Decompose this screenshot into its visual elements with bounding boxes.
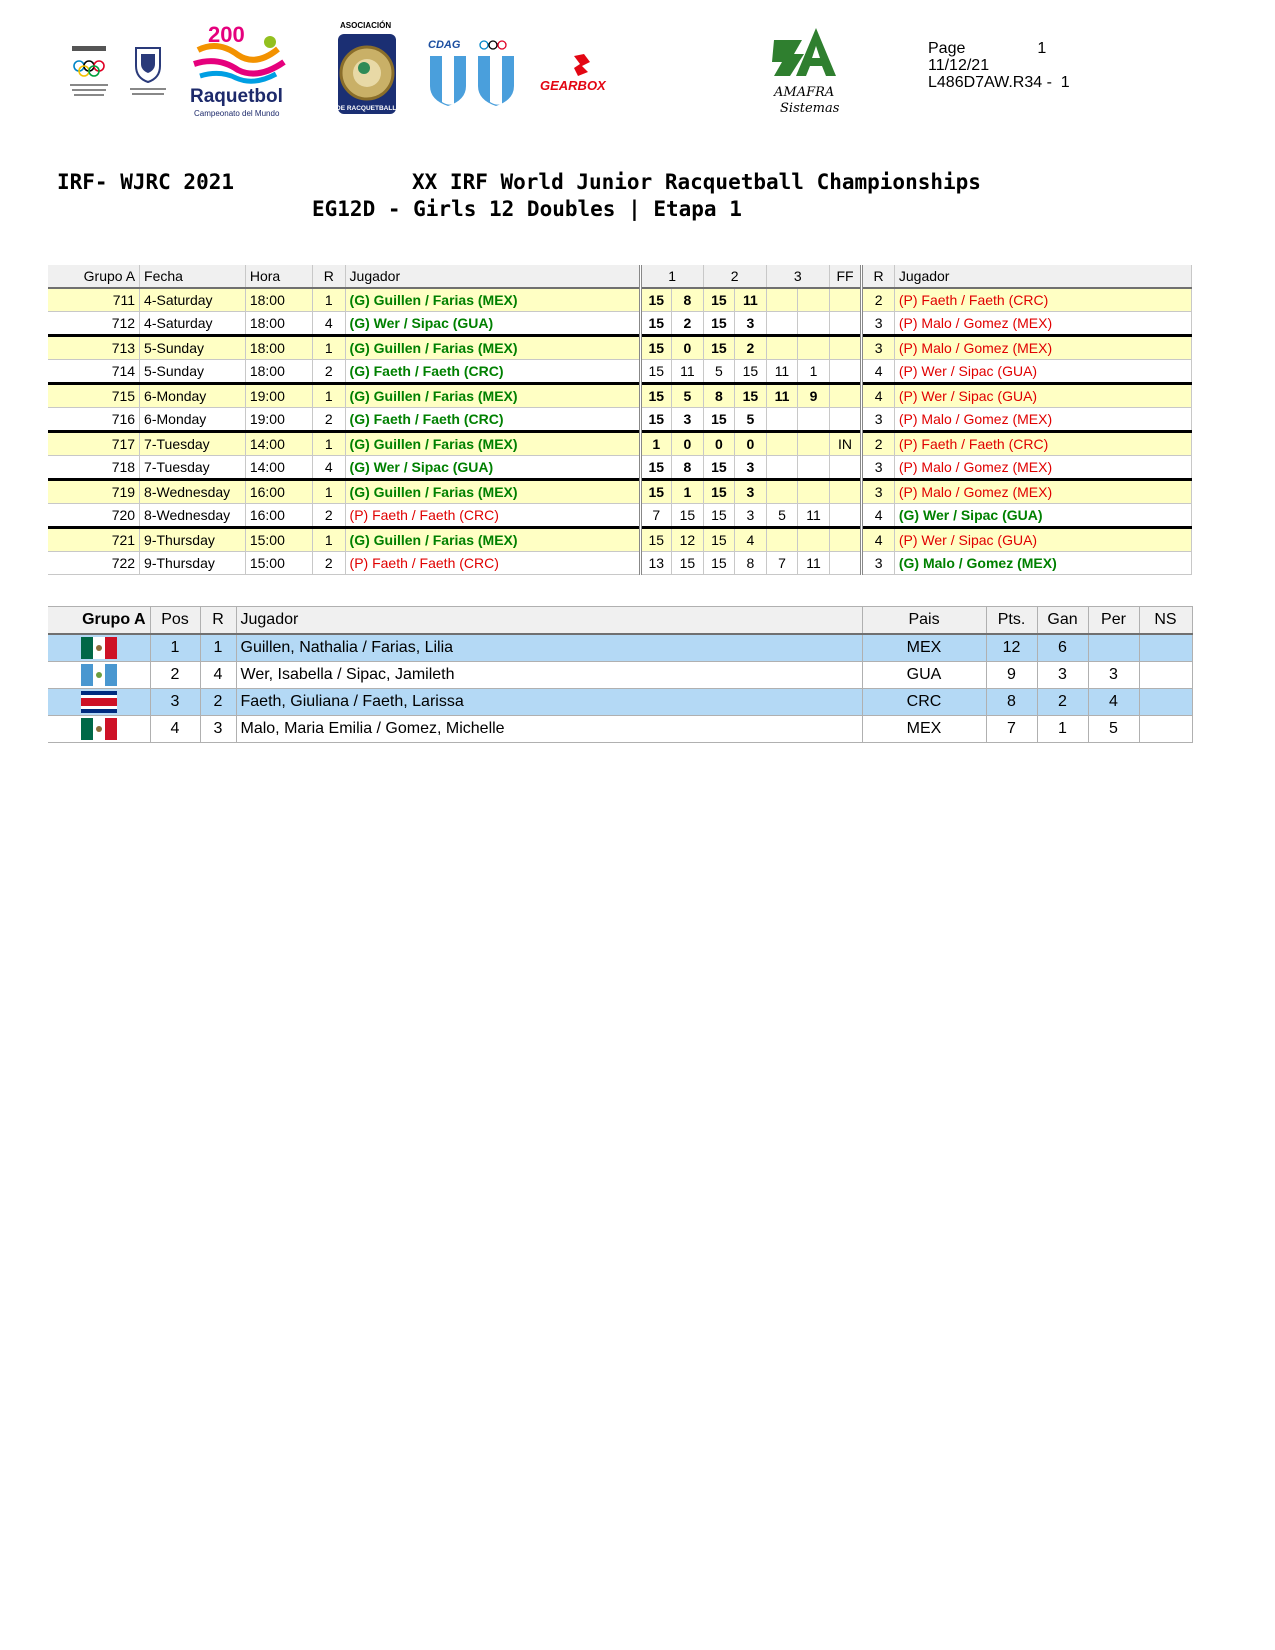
match-row: [48, 552, 1192, 575]
wins: 1: [1037, 716, 1088, 743]
player1-name: (G) Faeth / Faeth (CRC): [345, 360, 640, 384]
game-score: 15: [703, 480, 735, 504]
points: 7: [986, 716, 1037, 743]
player1-name: (G) Guillen / Farias (MEX): [345, 336, 640, 360]
game-score: 2: [735, 336, 767, 360]
rank: 4: [200, 662, 236, 689]
page-label: Page: [928, 40, 966, 57]
position: 1: [150, 634, 200, 662]
match-id: 715: [48, 384, 140, 408]
forfeit-cell: [829, 504, 862, 528]
player2-rank: 4: [862, 360, 895, 384]
losses: 3: [1088, 662, 1139, 689]
match-time: 14:00: [245, 432, 312, 456]
points: 9: [986, 662, 1037, 689]
game-score: 13: [640, 552, 672, 575]
guatemala-flag-icon: [81, 664, 117, 686]
game-score: 15: [640, 384, 672, 408]
player2-rank: 3: [862, 336, 895, 360]
player-names: Wer, Isabella / Sipac, Jamileth: [236, 662, 862, 689]
rank: 2: [200, 689, 236, 716]
game-score: 11: [766, 384, 798, 408]
game-score: [766, 432, 798, 456]
player2-name: (P) Malo / Gomez (MEX): [894, 408, 1191, 432]
game-score: [766, 336, 798, 360]
match-date: 4-Saturday: [140, 312, 246, 336]
game-score: 15: [703, 336, 735, 360]
player1-rank: 1: [312, 528, 345, 552]
game-score: 11: [766, 360, 798, 384]
flag-cell: [48, 634, 150, 662]
game-score: 3: [735, 456, 767, 480]
match-id: 721: [48, 528, 140, 552]
no-shows: [1139, 716, 1192, 743]
points: 12: [986, 634, 1037, 662]
col-header-fecha: Fecha: [140, 265, 246, 288]
olympic-committee-logo: [66, 44, 112, 102]
match-time: 18:00: [245, 312, 312, 336]
game-score: [798, 408, 830, 432]
game-score: [798, 336, 830, 360]
player2-rank: 4: [862, 384, 895, 408]
forfeit-cell: [829, 360, 862, 384]
mexico-flag-icon: [81, 718, 117, 740]
game-score: 15: [703, 288, 735, 312]
game-score: 1: [640, 432, 672, 456]
match-id: 711: [48, 288, 140, 312]
mexico-flag-icon: [81, 637, 117, 659]
game-score: 15: [640, 360, 672, 384]
match-date: 5-Sunday: [140, 360, 246, 384]
game-score: 4: [735, 528, 767, 552]
category-title: EG12D - Girls 12 Doubles | Etapa 1: [312, 197, 742, 221]
matches-header-row: [48, 265, 1192, 288]
game-score: 11: [798, 504, 830, 528]
game-score: 0: [735, 432, 767, 456]
amafra-logo: [770, 24, 854, 116]
game-score: 15: [640, 456, 672, 480]
flag-cell: [48, 689, 150, 716]
wins: 6: [1037, 634, 1088, 662]
flag-cell: [48, 716, 150, 743]
player-names: Guillen, Nathalia / Farias, Lilia: [236, 634, 862, 662]
standings-header-per: Per: [1088, 607, 1139, 635]
game-score: 8: [735, 552, 767, 575]
col-header-game-2: 2: [703, 265, 766, 288]
player1-rank: 4: [312, 312, 345, 336]
player2-rank: 3: [862, 408, 895, 432]
game-score: [798, 432, 830, 456]
losses: [1088, 634, 1139, 662]
game-score: [766, 480, 798, 504]
game-score: 5: [735, 408, 767, 432]
player-names: Faeth, Giuliana / Faeth, Larissa: [236, 689, 862, 716]
standings-header-jugador: Jugador: [236, 607, 862, 635]
game-score: [766, 456, 798, 480]
raquetbol-200-text: 200: [208, 22, 245, 47]
standings-row: [48, 662, 1192, 689]
match-row: [48, 288, 1192, 312]
page-info: [928, 40, 1070, 91]
country: MEX: [862, 634, 986, 662]
championship-title: XX IRF World Junior Racquetball Championships: [412, 170, 981, 194]
game-score: 15: [735, 384, 767, 408]
match-id: 719: [48, 480, 140, 504]
player2-name: (P) Malo / Gomez (MEX): [894, 336, 1191, 360]
player1-name: (P) Faeth / Faeth (CRC): [345, 504, 640, 528]
rank: 1: [200, 634, 236, 662]
game-score: 15: [735, 360, 767, 384]
player2-name: (P) Malo / Gomez (MEX): [894, 480, 1191, 504]
player2-name: (P) Wer / Sipac (GUA): [894, 384, 1191, 408]
player1-rank: 2: [312, 504, 345, 528]
game-score: 15: [640, 336, 672, 360]
match-date: 9-Thursday: [140, 528, 246, 552]
player1-rank: 1: [312, 480, 345, 504]
match-row: [48, 480, 1192, 504]
player1-name: (G) Wer / Sipac (GUA): [345, 456, 640, 480]
wins: 2: [1037, 689, 1088, 716]
forfeit-cell: [829, 480, 862, 504]
match-row: [48, 504, 1192, 528]
standings-row: [48, 689, 1192, 716]
match-date: 5-Sunday: [140, 336, 246, 360]
player1-rank: 1: [312, 384, 345, 408]
report-date: 11/12/21: [928, 57, 990, 74]
game-score: 0: [703, 432, 735, 456]
amafra-sistemas-text: Sistemas: [780, 101, 840, 116]
page-number: 1: [1037, 40, 1047, 57]
match-id: 716: [48, 408, 140, 432]
match-date: 6-Monday: [140, 384, 246, 408]
game-score: [798, 480, 830, 504]
no-shows: [1139, 662, 1192, 689]
match-id: 718: [48, 456, 140, 480]
match-row: [48, 528, 1192, 552]
player1-rank: 4: [312, 456, 345, 480]
game-score: 2: [672, 312, 704, 336]
match-date: 8-Wednesday: [140, 504, 246, 528]
match-id: 717: [48, 432, 140, 456]
match-date: 7-Tuesday: [140, 456, 246, 480]
game-score: [798, 312, 830, 336]
points: 8: [986, 689, 1037, 716]
match-row: [48, 312, 1192, 336]
player1-rank: 2: [312, 408, 345, 432]
player1-name: (G) Guillen / Farias (MEX): [345, 480, 640, 504]
game-score: 3: [735, 312, 767, 336]
game-score: 9: [798, 384, 830, 408]
amafra-text: AMAFRA: [774, 85, 835, 100]
standings-header-gan: Gan: [1037, 607, 1088, 635]
costa-rica-flag-icon: [81, 691, 117, 713]
game-score: 5: [766, 504, 798, 528]
raquetbol-200-logo: [186, 20, 292, 124]
match-time: 14:00: [245, 456, 312, 480]
country: GUA: [862, 662, 986, 689]
game-score: [798, 528, 830, 552]
match-time: 19:00: [245, 384, 312, 408]
flag-cell: [48, 662, 150, 689]
col-header-ff: FF: [829, 265, 862, 288]
col-header-grupo: Grupo A: [48, 265, 140, 288]
player2-rank: 3: [862, 456, 895, 480]
standings-header-pts: Pts.: [986, 607, 1037, 635]
player2-name: (G) Wer / Sipac (GUA): [894, 504, 1191, 528]
player2-name: (P) Wer / Sipac (GUA): [894, 360, 1191, 384]
match-date: 6-Monday: [140, 408, 246, 432]
match-id: 713: [48, 336, 140, 360]
no-shows: [1139, 689, 1192, 716]
match-row: [48, 408, 1192, 432]
game-score: [766, 408, 798, 432]
event-short-title: IRF- WJRC 2021: [57, 170, 235, 194]
game-score: 15: [703, 456, 735, 480]
game-score: 15: [672, 552, 704, 575]
game-score: 0: [672, 432, 704, 456]
forfeit-cell: [829, 456, 862, 480]
match-row: [48, 456, 1192, 480]
game-score: 1: [672, 480, 704, 504]
col-header-jugador: Jugador: [345, 265, 640, 288]
game-score: 3: [735, 480, 767, 504]
game-score: 15: [703, 552, 735, 575]
match-time: 15:00: [245, 552, 312, 575]
game-score: 8: [703, 384, 735, 408]
game-score: 7: [640, 504, 672, 528]
game-score: 15: [703, 504, 735, 528]
forfeit-cell: [829, 336, 862, 360]
game-score: 15: [703, 312, 735, 336]
game-score: 8: [672, 288, 704, 312]
player1-rank: 1: [312, 432, 345, 456]
cdag-logo: [428, 38, 520, 108]
match-time: 18:00: [245, 288, 312, 312]
col-header-jugador2: Jugador: [894, 265, 1191, 288]
match-id: 720: [48, 504, 140, 528]
game-score: 15: [672, 504, 704, 528]
col-header-game-1: 1: [640, 265, 703, 288]
match-row: [48, 384, 1192, 408]
game-score: 3: [735, 504, 767, 528]
matches-table: [48, 265, 1192, 575]
position: 2: [150, 662, 200, 689]
game-score: 8: [672, 456, 704, 480]
asociacion-racquetball-logo: [332, 18, 402, 126]
university-crest-logo: [126, 44, 170, 102]
forfeit-cell: [829, 384, 862, 408]
match-date: 7-Tuesday: [140, 432, 246, 456]
player2-rank: 4: [862, 528, 895, 552]
position: 4: [150, 716, 200, 743]
standings-header-grupo: Grupo A: [48, 607, 150, 635]
standings-header-pais: Pais: [862, 607, 986, 635]
player2-rank: 3: [862, 312, 895, 336]
player1-name: (G) Guillen / Farias (MEX): [345, 288, 640, 312]
forfeit-cell: [829, 288, 862, 312]
game-score: 12: [672, 528, 704, 552]
col-header-hora: Hora: [245, 265, 312, 288]
standings-row: [48, 716, 1192, 743]
game-score: [798, 456, 830, 480]
standings-table: [48, 606, 1193, 743]
col-header-game-3: 3: [766, 265, 829, 288]
match-time: 15:00: [245, 528, 312, 552]
col-header-r2: R: [862, 265, 895, 288]
gearbox-text: GEARBOX: [540, 78, 606, 93]
player2-rank: 4: [862, 504, 895, 528]
player2-rank: 2: [862, 288, 895, 312]
rank: 3: [200, 716, 236, 743]
match-time: 18:00: [245, 360, 312, 384]
wins: 3: [1037, 662, 1088, 689]
match-time: 16:00: [245, 480, 312, 504]
player2-rank: 3: [862, 480, 895, 504]
game-score: 15: [640, 408, 672, 432]
game-score: 15: [640, 312, 672, 336]
player2-name: (P) Malo / Gomez (MEX): [894, 456, 1191, 480]
asociacion-bottom-text: DE RACQUETBALL: [336, 105, 397, 112]
cdag-text: CDAG: [428, 39, 461, 51]
match-id: 714: [48, 360, 140, 384]
player2-name: (P) Wer / Sipac (GUA): [894, 528, 1191, 552]
game-score: 3: [672, 408, 704, 432]
game-score: [766, 288, 798, 312]
player2-name: (P) Faeth / Faeth (CRC): [894, 288, 1191, 312]
player2-name: (P) Faeth / Faeth (CRC): [894, 432, 1191, 456]
game-score: 11: [798, 552, 830, 575]
country: CRC: [862, 689, 986, 716]
forfeit-cell: IN: [829, 432, 862, 456]
player1-rank: 2: [312, 552, 345, 575]
match-row: [48, 432, 1192, 456]
player1-rank: 1: [312, 336, 345, 360]
forfeit-cell: [829, 552, 862, 575]
forfeit-cell: [829, 408, 862, 432]
player1-name: (G) Guillen / Farias (MEX): [345, 528, 640, 552]
losses: 4: [1088, 689, 1139, 716]
country: MEX: [862, 716, 986, 743]
player1-name: (G) Wer / Sipac (GUA): [345, 312, 640, 336]
game-score: [766, 312, 798, 336]
game-score: 15: [640, 528, 672, 552]
standings-header-pos: Pos: [150, 607, 200, 635]
match-date: 9-Thursday: [140, 552, 246, 575]
game-score: 5: [672, 384, 704, 408]
game-score: [798, 288, 830, 312]
game-score: 15: [640, 288, 672, 312]
match-row: [48, 360, 1192, 384]
position: 3: [150, 689, 200, 716]
losses: 5: [1088, 716, 1139, 743]
forfeit-cell: [829, 528, 862, 552]
raquetbol-name: Raquetbol: [190, 86, 283, 107]
game-score: 7: [766, 552, 798, 575]
game-score: 11: [672, 360, 704, 384]
standings-header-r: R: [200, 607, 236, 635]
match-time: 19:00: [245, 408, 312, 432]
game-score: 15: [703, 408, 735, 432]
game-score: 0: [672, 336, 704, 360]
player1-name: (G) Guillen / Farias (MEX): [345, 384, 640, 408]
player-names: Malo, Maria Emilia / Gomez, Michelle: [236, 716, 862, 743]
match-time: 16:00: [245, 504, 312, 528]
player1-rank: 1: [312, 288, 345, 312]
standings-header-ns: NS: [1139, 607, 1192, 635]
raquetbol-subtitle: Campeonato del Mundo: [194, 109, 280, 118]
match-id: 712: [48, 312, 140, 336]
gearbox-logo: [538, 52, 628, 96]
match-row: [48, 336, 1192, 360]
match-date: 8-Wednesday: [140, 480, 246, 504]
match-time: 18:00: [245, 336, 312, 360]
col-header-r: R: [312, 265, 345, 288]
player2-name: (P) Malo / Gomez (MEX): [894, 312, 1191, 336]
standings-header-row: [48, 607, 1192, 635]
player1-rank: 2: [312, 360, 345, 384]
player1-name: (P) Faeth / Faeth (CRC): [345, 552, 640, 575]
no-shows: [1139, 634, 1192, 662]
game-score: 5: [703, 360, 735, 384]
game-score: [766, 528, 798, 552]
game-score: 11: [735, 288, 767, 312]
asociacion-top-text: ASOCIACIÓN: [340, 21, 392, 30]
game-score: 15: [640, 480, 672, 504]
match-id: 722: [48, 552, 140, 575]
report-code: L486D7AW.R34 - 1: [928, 74, 1070, 91]
player1-name: (G) Guillen / Farias (MEX): [345, 432, 640, 456]
player2-rank: 2: [862, 432, 895, 456]
player2-name: (G) Malo / Gomez (MEX): [894, 552, 1191, 575]
game-score: 1: [798, 360, 830, 384]
forfeit-cell: [829, 312, 862, 336]
game-score: 15: [703, 528, 735, 552]
standings-row: [48, 634, 1192, 662]
player1-name: (G) Faeth / Faeth (CRC): [345, 408, 640, 432]
match-date: 4-Saturday: [140, 288, 246, 312]
player2-rank: 3: [862, 552, 895, 575]
